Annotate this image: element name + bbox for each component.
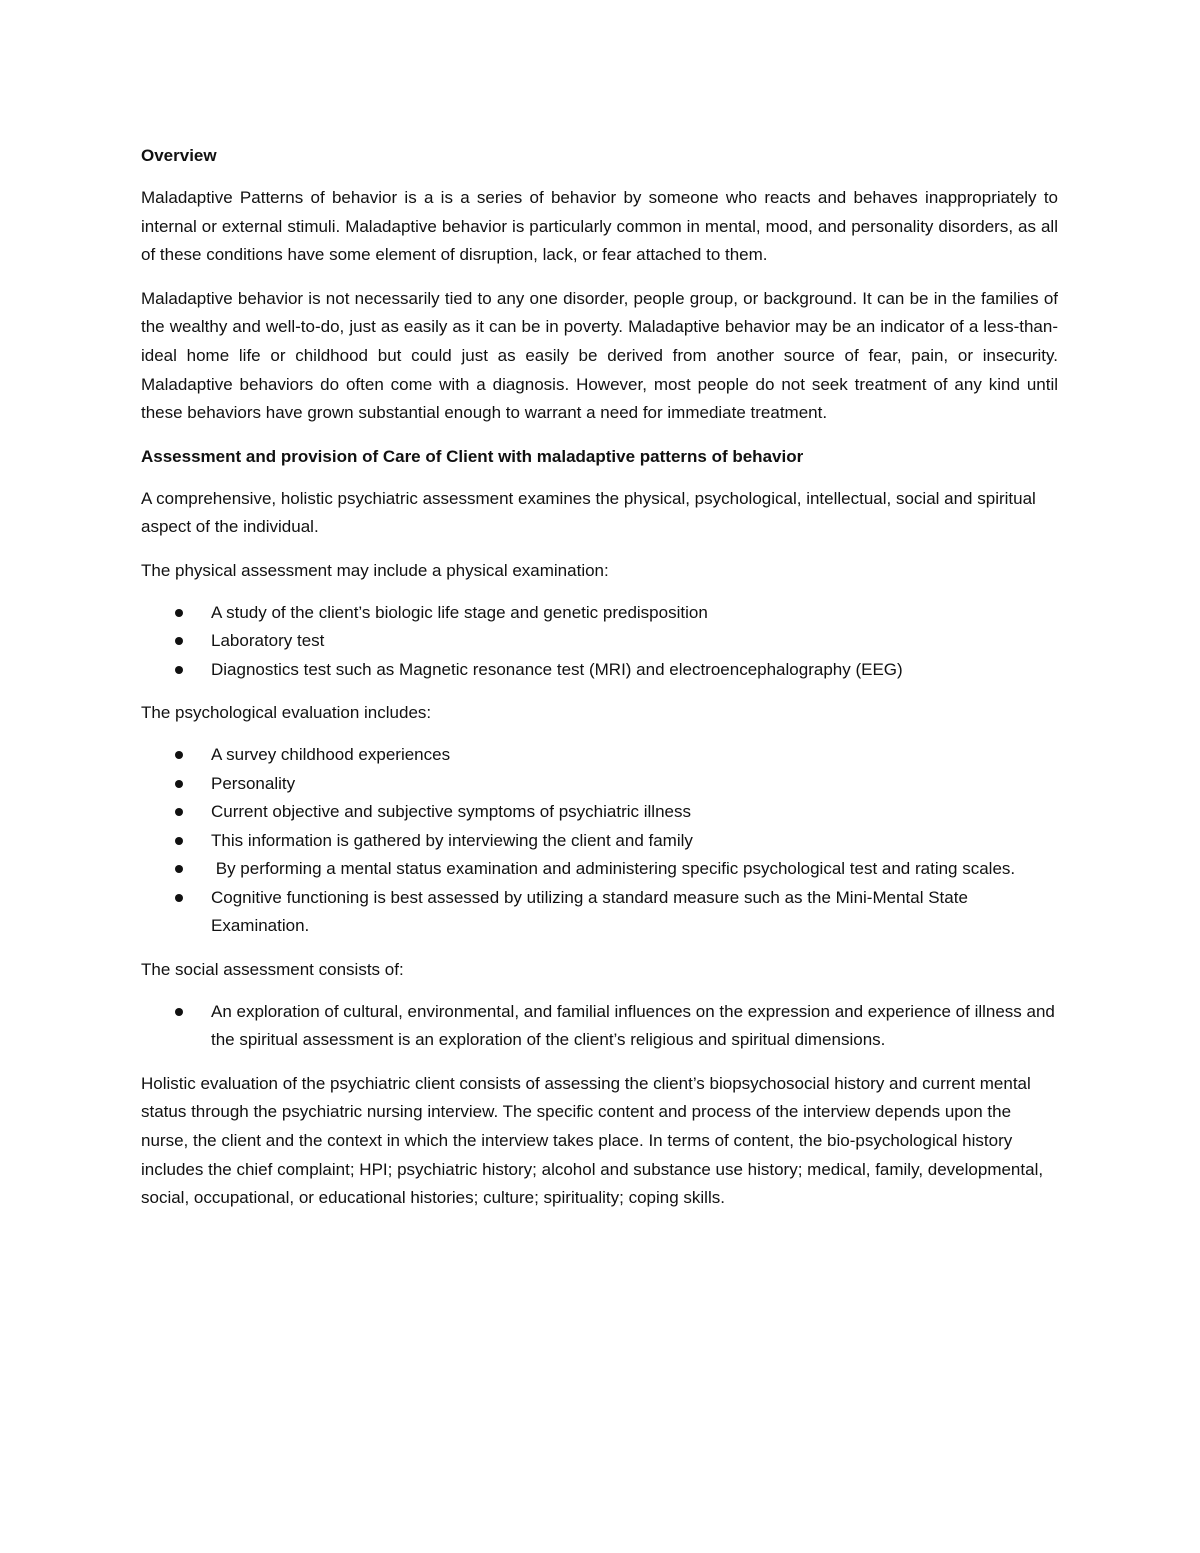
list-item [141,627,1058,656]
bullet-icon [175,837,183,845]
physical-assessment-lead: The physical assessment may include a physical examination: [141,560,609,580]
list-item-text: A study of the client’s biologic life stage and genetic predisposition [211,602,708,622]
list-item [141,855,1058,884]
list-item-text: This information is gathered by interviewing the client and family [211,830,693,850]
list-item-text: Personality [211,773,296,793]
document-page [141,142,1058,1228]
bullet-icon [175,666,183,674]
list-item [141,656,1058,685]
holistic-evaluation-paragraph: Holistic evaluation of the psychiatric client consists of assessing the client’s biopsychosocial history and current mental status through the psychiatric nursing interview. The specific content and process of the interview depends upon the nurse, the client and the context in which the interview takes place. In terms of content, the bio-psychological history includes the chief complaint; HPI; psychiatric history; alcohol and substance use history; medical, family, developmental, social, occupational, or educational histories; culture; spirituality; coping skills. [141,1073,1044,1208]
bullet-icon [175,637,183,645]
list-item [141,884,1058,941]
bullet-icon [175,865,183,873]
list-item-text: By performing a mental status examination and administering specific psychological test and rating scales. [211,859,1016,879]
bullet-icon [175,609,183,617]
list-item [141,741,1058,770]
list-item-text: Cognitive functioning is best assessed by utilizing a standard measure such as the Mini-Mental State Examination. [211,887,968,936]
list-item [141,998,1058,1055]
list-item [141,770,1058,799]
overview-paragraph-1: Maladaptive Patterns of behavior is a is a series of behavior by someone who reacts and behaves inappropriately to internal or external stimuli. Maladaptive behavior is particularly common in mental, mood, and personality disorders, as all of these conditions have some element of disruption, lack, or fear attached to them. [141,188,1058,265]
list-item [141,599,1058,628]
list-item-text: Laboratory test [211,631,325,651]
list-item-text: An exploration of cultural, environmental, and familial influences on the expression and experience of illness and the spiritual assessment is an exploration of the client’s religious and spiritual dimensions. [211,1001,1055,1050]
overview-paragraph-2: Maladaptive behavior is not necessarily tied to any one disorder, people group, or background. It can be in the families of the wealthy and well-to-do, just as easily as it can be in poverty. Maladaptive behavior may be an indicator of a less-than-ideal home life or childhood but could just as easily be derived from another source of fear, pain, or insecurity. Maladaptive behaviors do often come with a diagnosis. However, most people do not seek treatment of any kind until these behaviors have grown substantial enough to warrant a need for immediate treatment. [141,288,1058,423]
list-item-text: A survey childhood experiences [211,744,451,764]
bullet-icon [175,808,183,816]
social-assessment-list [141,998,1058,1055]
physical-assessment-list [141,599,1058,685]
assessment-heading: Assessment and provision of Care of Client with maladaptive patterns of behavior [141,446,804,466]
bullet-icon [175,894,183,902]
assessment-intro: A comprehensive, holistic psychiatric assessment examines the physical, psychological, intellectual, social and spiritual aspect of the individual. [141,488,1036,537]
list-item-text: Diagnostics test such as Magnetic resonance test (MRI) and electroencephalography (EEG) [211,659,903,679]
bullet-icon [175,751,183,759]
bullet-icon [175,1008,183,1016]
psychological-evaluation-lead: The psychological evaluation includes: [141,703,432,723]
bullet-icon [175,780,183,788]
list-item [141,798,1058,827]
psychological-evaluation-list [141,741,1058,941]
social-assessment-lead: The social assessment consists of: [141,960,404,980]
list-item-text: Current objective and subjective symptoms of psychiatric illness [211,802,691,822]
overview-heading: Overview [141,146,217,165]
list-item [141,827,1058,856]
